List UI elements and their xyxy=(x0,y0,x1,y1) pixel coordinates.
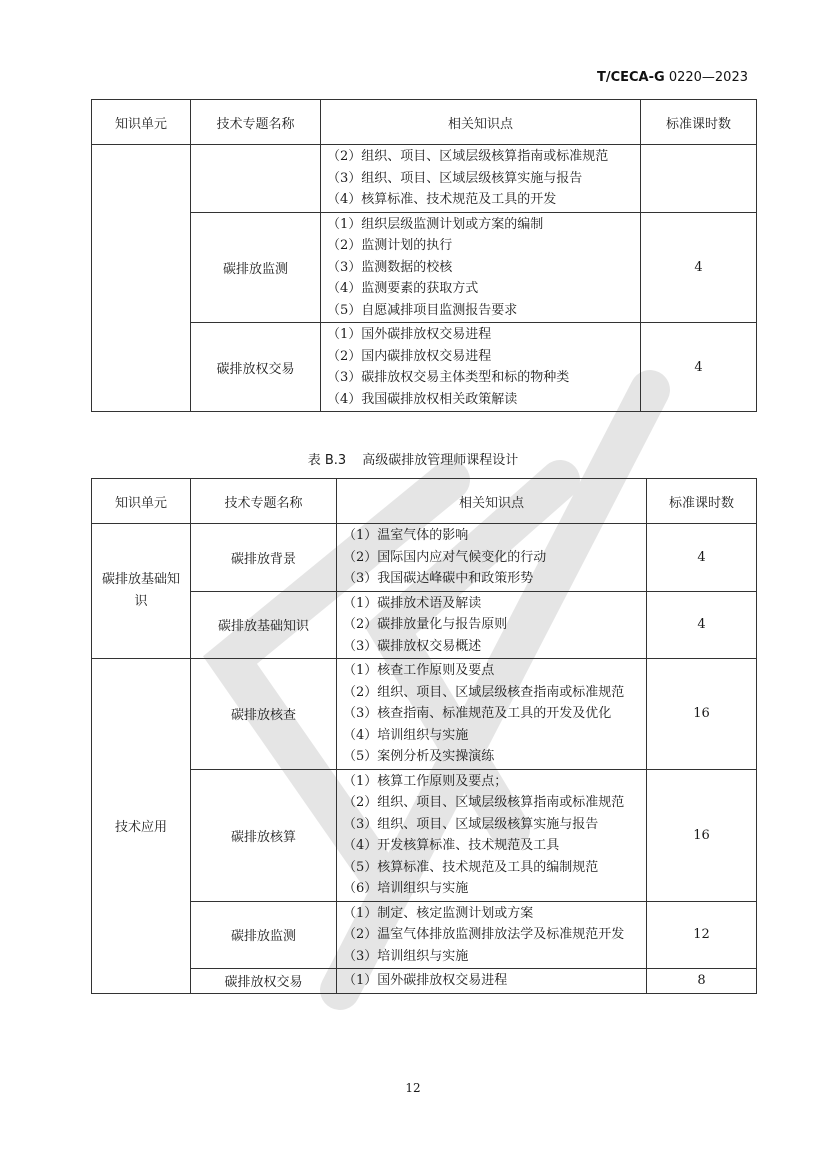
hours-cell: 12 xyxy=(647,901,757,969)
knowledge-point: （1）组织层级监测计划或方案的编制 xyxy=(327,216,544,232)
knowledge-point: （3）核查指南、标准规范及工具的开发及优化 xyxy=(343,706,612,721)
topic-cell: 碳排放核查 xyxy=(191,659,337,770)
hours-cell: 16 xyxy=(647,769,757,901)
table-row xyxy=(92,769,757,901)
table-row xyxy=(92,901,757,969)
column-header-points: 相关知识点 xyxy=(337,479,647,524)
knowledge-point: （1）国外碳排放权交易进程 xyxy=(343,973,508,988)
topic-cell xyxy=(191,145,321,213)
knowledge-point: （5）案例分析及实操演练 xyxy=(343,749,495,764)
knowledge-point: （2）组织、项目、区域层级核算指南或标准规范 xyxy=(327,149,609,164)
knowledge-point: （1）核查工作原则及要点 xyxy=(343,663,495,678)
table-caption xyxy=(0,449,826,468)
points-cell xyxy=(337,769,647,901)
points-cell xyxy=(337,524,647,592)
table-row xyxy=(92,524,757,592)
knowledge-point: （1）碳排放术语及解读 xyxy=(343,595,482,611)
topic-cell: 碳排放权交易 xyxy=(191,323,321,412)
table-number: 表 B.3 xyxy=(307,453,347,468)
document-code: T/CECA-G 0220—2023 xyxy=(596,70,748,85)
knowledge-point: （2）国际国内应对气候变化的行动 xyxy=(343,549,547,565)
knowledge-point: （4）核算标准、技术规范及工具的开发 xyxy=(327,192,557,207)
knowledge-point: （4）我国碳排放权相关政策解读 xyxy=(327,391,518,407)
topic-cell: 碳排放背景 xyxy=(191,524,337,592)
knowledge-point: （4）培训组织与实施 xyxy=(343,727,469,743)
points-cell xyxy=(337,591,647,659)
knowledge-point: （2）组织、项目、区域层级核算指南或标准规范 xyxy=(343,795,625,810)
knowledge-point: （2）监测计划的执行 xyxy=(327,238,453,253)
table-row xyxy=(92,323,757,412)
knowledge-point: （3）碳排放权交易概述 xyxy=(343,638,482,654)
knowledge-point: （3）碳排放权交易主体类型和标的物种类 xyxy=(327,370,570,385)
column-header-hours: 标准课时数 xyxy=(647,479,757,524)
knowledge-point: （2）组织、项目、区域层级核查指南或标准规范 xyxy=(343,684,625,700)
advanced-course-table xyxy=(91,478,757,994)
topic-cell: 碳排放基础知识 xyxy=(191,591,337,659)
hours-cell: 4 xyxy=(647,524,757,592)
unit-cell: 碳排放基础知识 xyxy=(92,524,191,659)
points-cell xyxy=(321,323,641,412)
unit-cell xyxy=(92,145,191,412)
knowledge-point: （3）我国碳达峰碳中和政策形势 xyxy=(343,571,534,586)
knowledge-point: （1）国外碳排放权交易进程 xyxy=(327,327,492,342)
topic-cell: 碳排放监测 xyxy=(191,901,337,969)
course-table-continued xyxy=(91,99,757,412)
knowledge-point: （1）核算工作原则及要点； xyxy=(343,773,508,789)
topic-cell: 碳排放权交易 xyxy=(191,969,337,994)
hours-cell: 8 xyxy=(647,969,757,994)
points-cell xyxy=(337,901,647,969)
knowledge-point: （6）培训组织与实施 xyxy=(343,881,469,896)
table-row xyxy=(92,145,757,213)
table-row xyxy=(92,212,757,323)
table-row xyxy=(92,659,757,770)
points-cell xyxy=(321,145,641,213)
knowledge-point: （2）温室气体排放监测排放法学及标准规范开发 xyxy=(343,927,625,942)
knowledge-point: （5）核算标准、技术规范及工具的编制规范 xyxy=(343,859,599,875)
knowledge-point: （2）碳排放量化与报告原则 xyxy=(343,617,508,632)
knowledge-point: （4）开发核算标准、技术规范及工具 xyxy=(343,838,560,853)
knowledge-point: （2）国内碳排放权交易进程 xyxy=(327,348,492,364)
knowledge-point: （5）自愿减排项目监测报告要求 xyxy=(327,302,518,318)
column-header-hours: 标准课时数 xyxy=(641,100,757,145)
knowledge-point: （3）组织、项目、区域层级核算实施与报告 xyxy=(343,816,599,832)
knowledge-point: （1）温室气体的影响 xyxy=(343,528,469,543)
unit-cell: 技术应用 xyxy=(92,659,191,994)
hours-cell: 16 xyxy=(647,659,757,770)
knowledge-point: （3）培训组织与实施 xyxy=(343,948,469,964)
hours-cell: 4 xyxy=(641,212,757,323)
topic-cell: 碳排放核算 xyxy=(191,769,337,901)
knowledge-point: （4）监测要素的获取方式 xyxy=(327,281,479,296)
points-cell xyxy=(321,212,641,323)
column-header-points: 相关知识点 xyxy=(321,100,641,145)
knowledge-point: （3）组织、项目、区域层级核算实施与报告 xyxy=(327,170,583,186)
knowledge-point: （1）制定、核定监测计划或方案 xyxy=(343,905,534,921)
hours-cell xyxy=(641,145,757,213)
table-row xyxy=(92,969,757,994)
hours-cell: 4 xyxy=(641,323,757,412)
knowledge-point: （3）监测数据的校核 xyxy=(327,259,453,275)
column-header-topic: 技术专题名称 xyxy=(191,479,337,524)
points-cell xyxy=(337,969,647,994)
column-header-unit: 知识单元 xyxy=(92,479,191,524)
points-cell xyxy=(337,659,647,770)
table-title: 高级碳排放管理师课程设计 xyxy=(362,453,519,468)
column-header-topic: 技术专题名称 xyxy=(191,100,321,145)
table-row xyxy=(92,591,757,659)
column-header-unit: 知识单元 xyxy=(92,100,191,145)
page-number: 12 xyxy=(405,1081,421,1095)
hours-cell: 4 xyxy=(647,591,757,659)
topic-cell: 碳排放监测 xyxy=(191,212,321,323)
